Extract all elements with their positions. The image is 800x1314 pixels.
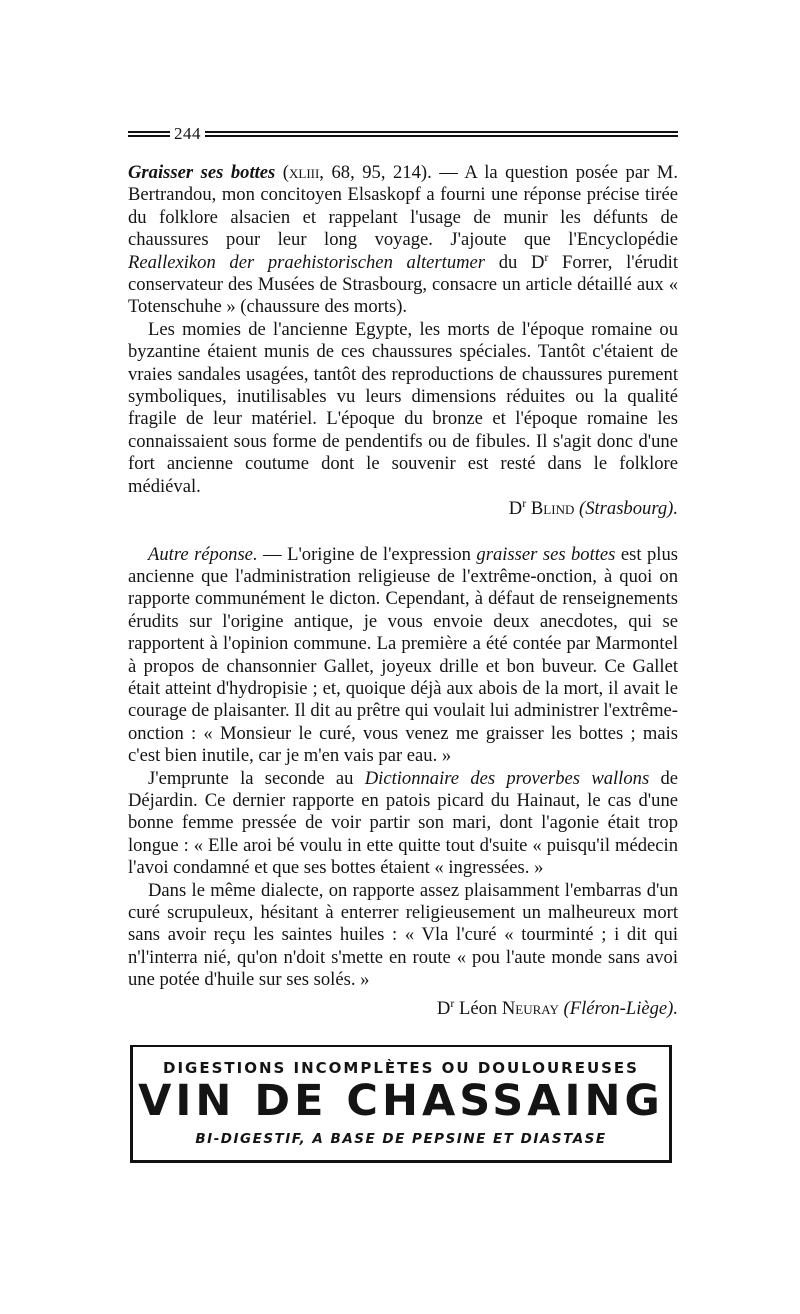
article2-p1-text-b: est plus ancienne que l'administration religieuse de l'extrême-onction, à quoi on rapporte communément le dicton. Cependant, à défaut de renseignements érudits sur l'origine antique, je vous envoie deux anecdotes, qui se rapportent à l'opinion commune. La première a été contée par Marmontel à propos de chansonnier Gallet, joyeux drille et bon buveur. Ce Gallet était atteint d'hydropisie ; et, quoique déjà aux abois de la mort, il avait le courage de plaisanter. Il dit au prêtre qui voulait lui administrer l'extrême-onction : « Monsieur le curé, vous venez me graisser les bottes ; mais c'est bien inutile, car je m'en vais par eau. » [128, 543, 678, 767]
article2-sig-first: Léon [459, 997, 498, 1019]
advertisement-top-rule [130, 1045, 672, 1047]
article1-lead-title: Graisser ses bottes [128, 162, 276, 183]
advertisement-tagline: DIGESTIONS INCOMPLÈTES OU DOULOUREUSES [163, 1059, 639, 1077]
article2-sig-sup: r [450, 995, 455, 1010]
article1-p1-text-a: — A la question posée par M. Bertrandou, mon concitoyen Elsaskopf a fourni une réponse précise tirée du folklore alsacien et rappelant l'usage de munir les défunts de chaussures pour leur long voyage. J'ajoute que l'Encyclopédie [128, 162, 678, 251]
article1-p1-title: Reallexikon der praehistorischen altertumer [128, 251, 486, 273]
article1-signature [128, 495, 678, 520]
article1-p1-sup: r [544, 249, 549, 264]
header-rule-left [128, 130, 170, 138]
advertisement-box [130, 1045, 672, 1163]
article2-paragraph2 [128, 768, 678, 880]
article1-sig-name: Blind [530, 498, 575, 520]
header-rule-right [205, 130, 678, 138]
article1-paragraph2: Les momies de l'ancienne Egypte, les morts de l'époque romaine ou byzantine étaient munis de ces chaussures spéciales. Tantôt c'étaient de vraies sandales usagées, tantôt des reproductions de chaussures purement symboliques, inutilisables vu leurs dimensions réduites ou la qualité fragile de leur matériel. L'époque du bronze et l'époque romaine les connaissaient sous forme de pendentifs ou de fibules. Il s'agit donc d'une fort ancienne coutume dont le souvenir est resté dans le folklore médiéval. [128, 318, 678, 497]
article1-sig-place: (Strasbourg). [579, 498, 678, 520]
article2-sig-name: Neuray [501, 997, 559, 1019]
article2-paragraph1 [128, 544, 678, 768]
article2-sig-prefix: D [436, 997, 451, 1019]
article1-p1-text-b: du D [485, 251, 545, 273]
page-header [128, 118, 678, 150]
article1-sig-prefix: D [508, 498, 523, 520]
article2-p1-text-a: — L'origine de l'expression [257, 543, 477, 565]
article2-p2-text-a: J'emprunte la seconde au [148, 767, 365, 789]
article2-p2-text-b: de Déjardin. Ce dernier rapporte en patois picard du Hainaut, le cas d'une bonne femme pressée de voir partir son mari, dont l'agonie était trop longue : « Elle aroi bé voulu in ette quitte tout d'suite « puisqu'il médecin l'avoi condamné et que ses bottes étaient « ingressées. » [128, 767, 679, 879]
article2-paragraph3: Dans le même dialecte, on rapporte assez plaisamment l'embarras d'un curé scrupuleux, hésitant à enterrer religieusement un malheureux mort sans avoir reçu les saintes huiles : « Vla l'curé « tourminté ; i dit qui n'l'interra nié, qu'on n'doit s'mette en route « pou l'aute monde sans avoi une potée d'huile sur ses solés. » [128, 879, 678, 991]
article1-sig-sup: r [522, 495, 527, 510]
article2-sig-place: (Fléron-Liège). [563, 997, 678, 1019]
article2-p2-title: Dictionnaire des proverbes wallons [364, 767, 650, 789]
article2-lead: Autre réponse. [148, 543, 258, 565]
article2-p1-title: graisser ses bottes [476, 543, 616, 565]
article1-p1-text-c: Forrer, l'érudit conservateur des Musées de Strasbourg, consacre un article détaillé aux « Totenschuhe » (chaussure des morts). [128, 251, 678, 318]
page-number: 244 [174, 124, 201, 143]
article1-lead-ref: (xliii, 68, 95, 214). [282, 162, 432, 183]
article2-signature [128, 995, 678, 1020]
advertisement-subline: BI-DIGESTIF, A BASE DE PEPSINE ET DIASTASE [195, 1131, 607, 1147]
page-body [128, 118, 678, 1020]
article1-paragraph1 [128, 162, 678, 319]
advertisement-brand: VIN DE CHASSAING [138, 1076, 664, 1126]
